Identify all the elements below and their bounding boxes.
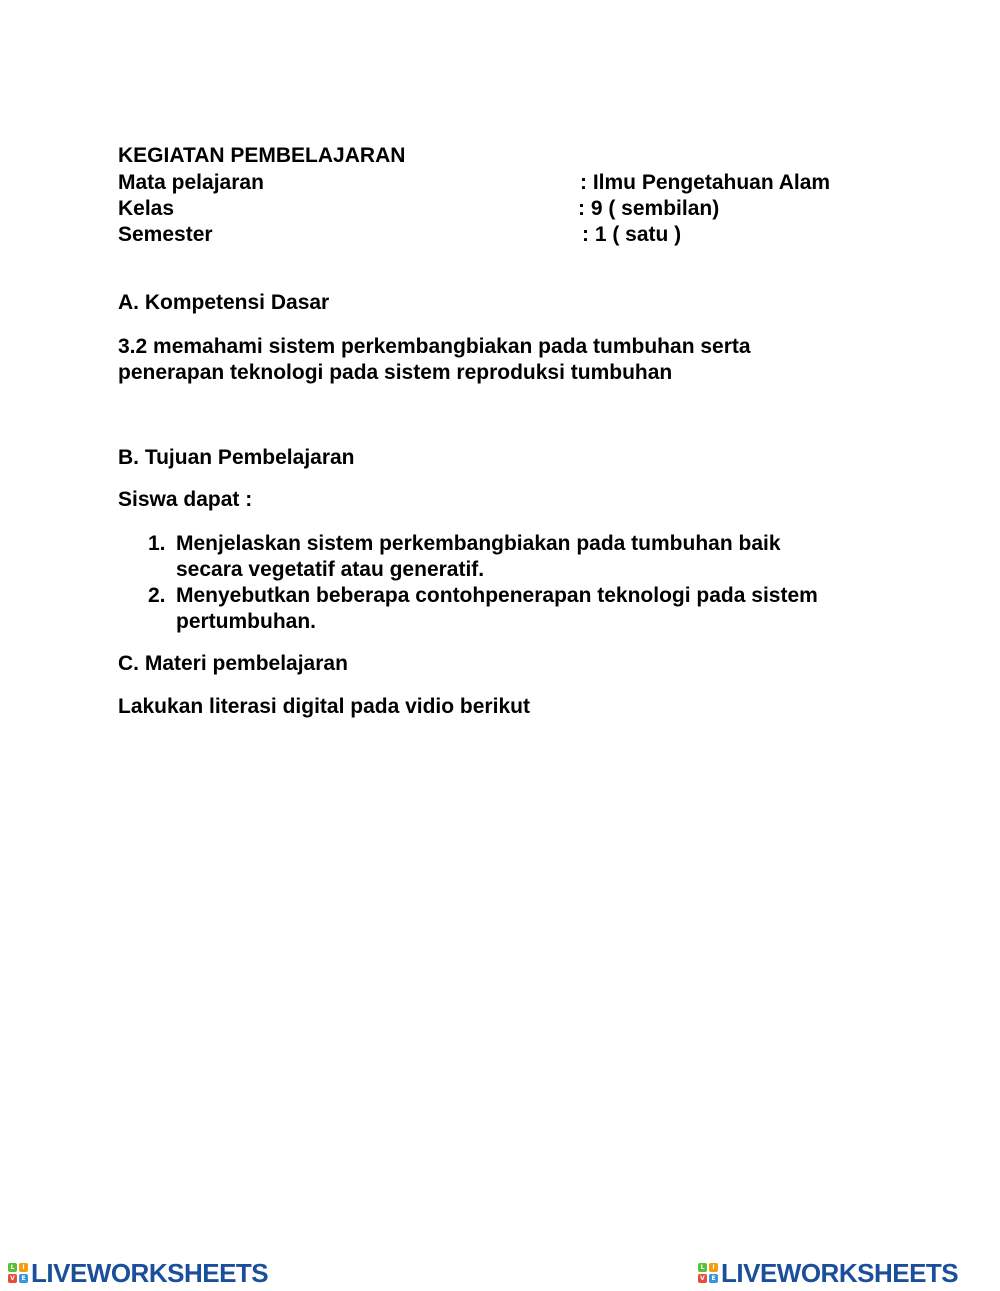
field-label-class: Kelas xyxy=(118,197,175,220)
list-item-line-1: Menjelaskan sistem perkembangbiakan pada tumbuhan baik xyxy=(176,532,781,555)
list-number: 1. xyxy=(148,532,166,555)
list-number: 2. xyxy=(148,584,166,607)
logo-tile: E xyxy=(19,1274,28,1283)
document-title: KEGIATAN PEMBELAJARAN xyxy=(118,144,406,167)
list-item-line-2: secara vegetatif atau generatif. xyxy=(176,558,485,581)
field-label-semester: Semester xyxy=(118,223,213,246)
list-item-line-2: pertumbuhan. xyxy=(176,610,316,633)
field-value-subject: : Ilmu Pengetahuan Alam xyxy=(580,171,831,194)
liveworksheets-logo-right xyxy=(698,1258,958,1288)
section-c-text: Lakukan literasi digital pada vidio berikut xyxy=(118,695,530,718)
section-a-heading: A. Kompetensi Dasar xyxy=(118,291,330,314)
field-value-semester: : 1 ( satu ) xyxy=(582,223,682,246)
logo-tile: L xyxy=(698,1263,707,1272)
section-b-intro: Siswa dapat : xyxy=(118,488,253,511)
field-value-class: : 9 ( sembilan) xyxy=(578,197,720,220)
section-a-line-2: penerapan teknologi pada sistem reproduksi tumbuhan xyxy=(118,361,673,384)
logo-tile: V xyxy=(698,1274,707,1283)
logo-tile: E xyxy=(709,1274,718,1283)
logo-wordmark: LIVEWORKSHEETS xyxy=(721,1257,959,1288)
logo-tile: V xyxy=(8,1274,17,1283)
field-label-subject: Mata pelajaran xyxy=(118,171,264,194)
list-item-line-1: Menyebutkan beberapa contohpenerapan teknologi pada sistem xyxy=(176,584,818,607)
section-a-line-1: 3.2 memahami sistem perkembangbiakan pada tumbuhan serta xyxy=(118,335,751,358)
section-b-heading: B. Tujuan Pembelajaran xyxy=(118,446,355,469)
liveworksheets-tiles-icon xyxy=(698,1263,718,1283)
logo-tile: I xyxy=(19,1263,28,1272)
liveworksheets-logo-left xyxy=(8,1258,268,1288)
logo-tile: L xyxy=(8,1263,17,1272)
logo-tile: I xyxy=(709,1263,718,1272)
section-c-heading: C. Materi pembelajaran xyxy=(118,652,348,675)
logo-wordmark: LIVEWORKSHEETS xyxy=(31,1257,269,1288)
liveworksheets-tiles-icon xyxy=(8,1263,28,1283)
